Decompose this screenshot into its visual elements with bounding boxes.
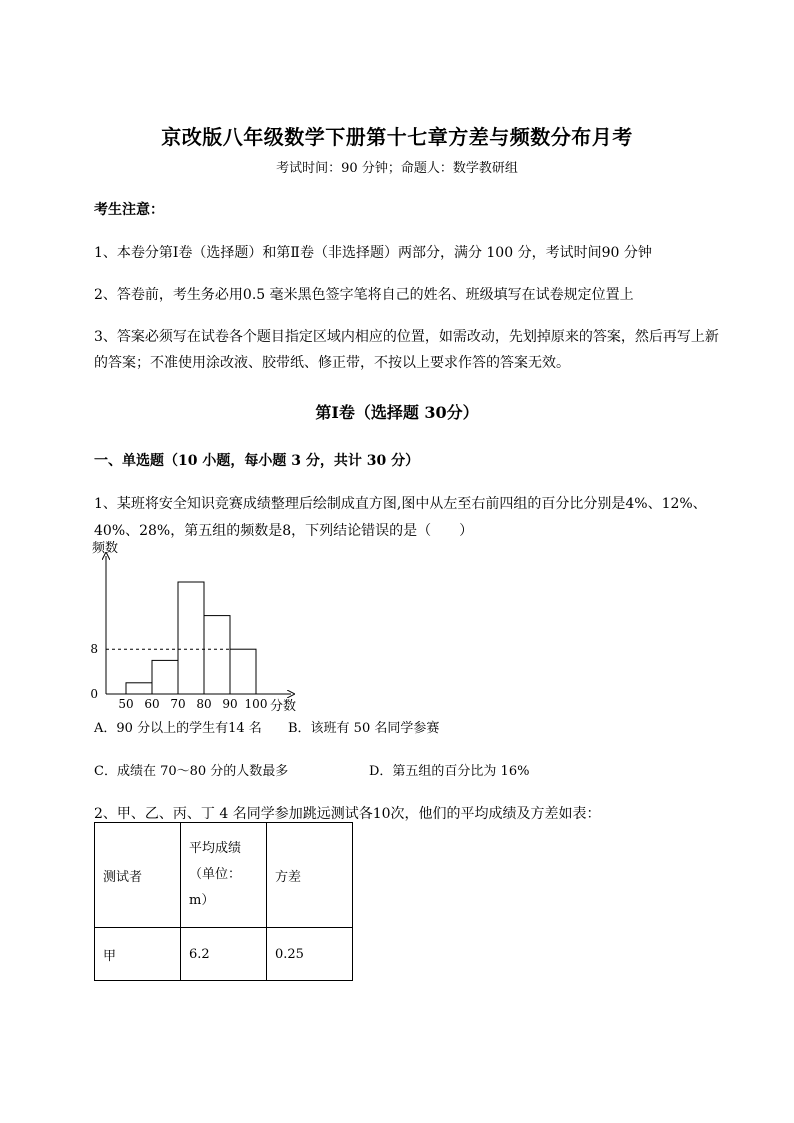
x-tick-label: 70 <box>170 697 186 711</box>
cell-variance: 0.25 <box>267 928 353 981</box>
y-tick-label: 0 <box>90 687 98 701</box>
cell-average: 6.2 <box>181 928 267 981</box>
notice-item: 2、答卷前，考生务必用0.5 毫米黑色签字笔将自己的姓名、班级填写在试卷规定位置上 <box>94 287 634 303</box>
part-title: 一、单选题（10 小题，每小题 3 分，共计 30 分） <box>94 453 420 469</box>
section-title: 第Ⅰ卷（选择题 30分） <box>315 403 479 422</box>
x-tick-label: 100 <box>244 697 268 711</box>
q1-option-d: D．第五组的百分比为 16% <box>369 764 530 779</box>
question-1-line: 1、某班将安全知识竞赛成绩整理后绘制成直方图,图中从左至右前四组的百分比分别是4%、12%、 <box>94 496 707 512</box>
cell-name: 甲 <box>95 928 181 981</box>
question-1-line: 40%、28%，第五组的频数是8，下列结论错误的是（ ） <box>94 523 474 539</box>
table-row <box>95 928 353 981</box>
header-average <box>181 823 267 928</box>
histogram-bar-50-60 <box>126 683 152 694</box>
x-tick-label: 50 <box>118 697 134 711</box>
header-tester: 测试者 <box>95 823 181 928</box>
x-tick-label: 90 <box>222 697 238 711</box>
exam-info: 考试时间：90 分钟；命题人：数学教研组 <box>276 161 518 176</box>
histogram-bar-90-100 <box>230 649 256 694</box>
score-table <box>94 822 353 981</box>
y-axis-label: 频数 <box>92 541 119 556</box>
header-average-line: （单位： <box>189 867 242 882</box>
histogram-bar-60-70 <box>152 660 178 694</box>
table-header-row <box>95 823 353 928</box>
notice-heading: 考生注意： <box>94 202 164 218</box>
histogram-bar-80-90 <box>204 616 230 694</box>
page-title: 京改版八年级数学下册第十七章方差与频数分布月考 <box>161 125 633 149</box>
histogram-bar-70-80 <box>178 582 204 694</box>
x-tick-label: 60 <box>144 697 160 711</box>
header-variance: 方差 <box>267 823 353 928</box>
header-average-line: m） <box>189 893 215 908</box>
x-tick-label: 80 <box>196 697 212 711</box>
q1-option-c: C．成绩在 70～80 分的人数最多 <box>94 764 289 779</box>
y-tick-label: 8 <box>90 642 98 657</box>
q1-option-a: A．90 分以上的学生有14 名 <box>94 721 262 736</box>
notice-item: 3、答案必须写在试卷各个题目指定区域内相应的位置，如需改动，先划掉原来的答案，然后再写上新 <box>94 329 719 345</box>
notice-item: 的答案；不准使用涂改液、胶带纸、修正带，不按以上要求作答的答案无效。 <box>94 355 570 371</box>
q1-option-b: B．该班有 50 名同学参赛 <box>288 721 440 736</box>
question-2-text: 2、甲、乙、丙、丁 4 名同学参加跳远测试各10次，他们的平均成绩及方差如表： <box>94 806 601 822</box>
notice-item: 1、本卷分第Ⅰ卷（选择题）和第Ⅱ卷（非选择题）两部分，满分 100 分，考试时间90 分钟 <box>94 245 652 261</box>
x-axis-label: 分数 <box>270 699 297 714</box>
header-average-line: 平均成绩 <box>189 841 242 856</box>
